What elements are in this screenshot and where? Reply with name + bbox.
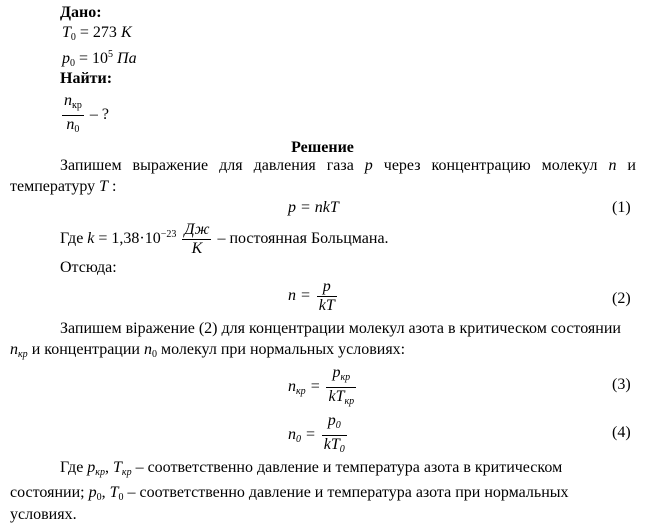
text: – соответственно давление и температура азота в критическом [131,459,563,476]
subscript: 0 [96,492,102,503]
subscript: 0 [70,58,75,69]
solution-heading: Решение [291,139,354,156]
lhs: n = [288,287,315,305]
equation-2 [288,278,339,315]
text: и концентрации [27,341,144,358]
hence-label: Отсюда: [60,259,117,276]
text: и [616,157,636,174]
fraction: $\frac{p_0}{kT_0}$ [323,412,345,455]
equation-3: $n_{кр}$ = $\frac{p_{кр}}{kT_{кр}}$ [288,364,358,411]
question: – ? [85,106,109,124]
fraction [317,278,337,315]
find-ratio [60,92,109,139]
symbol: n [143,341,152,358]
exponent: 5 [108,49,114,60]
subscript: кр [18,349,28,360]
fraction [62,92,84,139]
equation-4: $n_0$ = $\frac{p_0}{kT_0}$ [288,412,349,459]
subscript: кр [121,467,132,478]
fraction: $\frac{p_{кр}}{kT_{кр}}$ [328,364,355,407]
symbol: p [364,157,373,174]
paragraph-concentration-line2 [10,341,405,360]
paragraph-where: Где $p_{кр}$, $T_{кр}$ – соответственно давление и температура азота в критическом [60,459,563,478]
symbol: n [608,157,617,174]
symbol: T [99,178,109,195]
value: = 10 [75,50,109,67]
subscript: кр [72,100,82,111]
equation-3-number: (3) [612,376,631,393]
symbol: n [66,116,75,133]
value: = 1,38·10 [94,230,161,248]
denominator: kT [318,297,335,314]
symbol: p [88,484,97,501]
text: – соответственно давление и температура азота при нормальных [123,484,569,501]
paragraph-where-line2: состоянии; $p_0$, $T_0$ – соответственно давление и температура азота при нормальных [10,484,569,503]
symbol: T [109,484,119,501]
text: Где [60,459,88,476]
given-heading: Дано: [60,4,102,21]
paragraph-pressure-line2 [10,178,117,196]
equation-2-number: (2) [612,290,631,307]
symbol: k [87,230,95,248]
unit: Па [113,50,137,67]
text: – постоянная Больцмана. [213,230,389,248]
text: состоянии; [10,484,89,501]
find-heading: Найти: [60,70,113,87]
unit-fraction [182,221,211,258]
exponent: −23 [160,229,177,241]
unit-numerator: Дж [184,221,210,238]
symbol: p [87,459,96,476]
given-T0 [62,24,132,43]
text: температуру [10,178,100,195]
unit-denominator: К [191,240,203,257]
equation-4-number: (4) [612,424,631,441]
text: через концентрацию молекул [372,157,609,174]
boltzmann-line [60,221,389,258]
value: = 273 [75,24,121,41]
subscript: кр [95,467,105,478]
text: : [108,178,117,195]
subscript: 0 [74,124,80,135]
paragraph-where-line3: условиях. [10,506,77,523]
symbol: n [10,341,18,358]
subscript: 0 [70,32,76,43]
text: Запишем выражение для давления газа [60,157,365,174]
symbol: p [62,50,70,67]
symbol: T [62,24,71,41]
equation-1: p = nkT [288,199,339,216]
equation-1-number: (1) [612,199,631,216]
lhs: $n_0$ [288,426,301,446]
subscript: 0 [118,492,124,503]
numerator: p [317,278,337,297]
symbol: T [112,459,122,476]
paragraph-pressure [60,157,636,175]
text: молекул при нормальных условиях: [156,341,406,358]
unit: K [120,24,132,41]
given-p0 [62,49,137,69]
symbol: n [64,92,72,109]
subscript: 0 [151,349,157,360]
paragraph-concentration: Запишем віражение (2) для концентрации молекул азота в критическом состоянии [60,320,621,337]
lhs: $n_{кр}$ [288,378,306,398]
text: Где [60,230,88,248]
